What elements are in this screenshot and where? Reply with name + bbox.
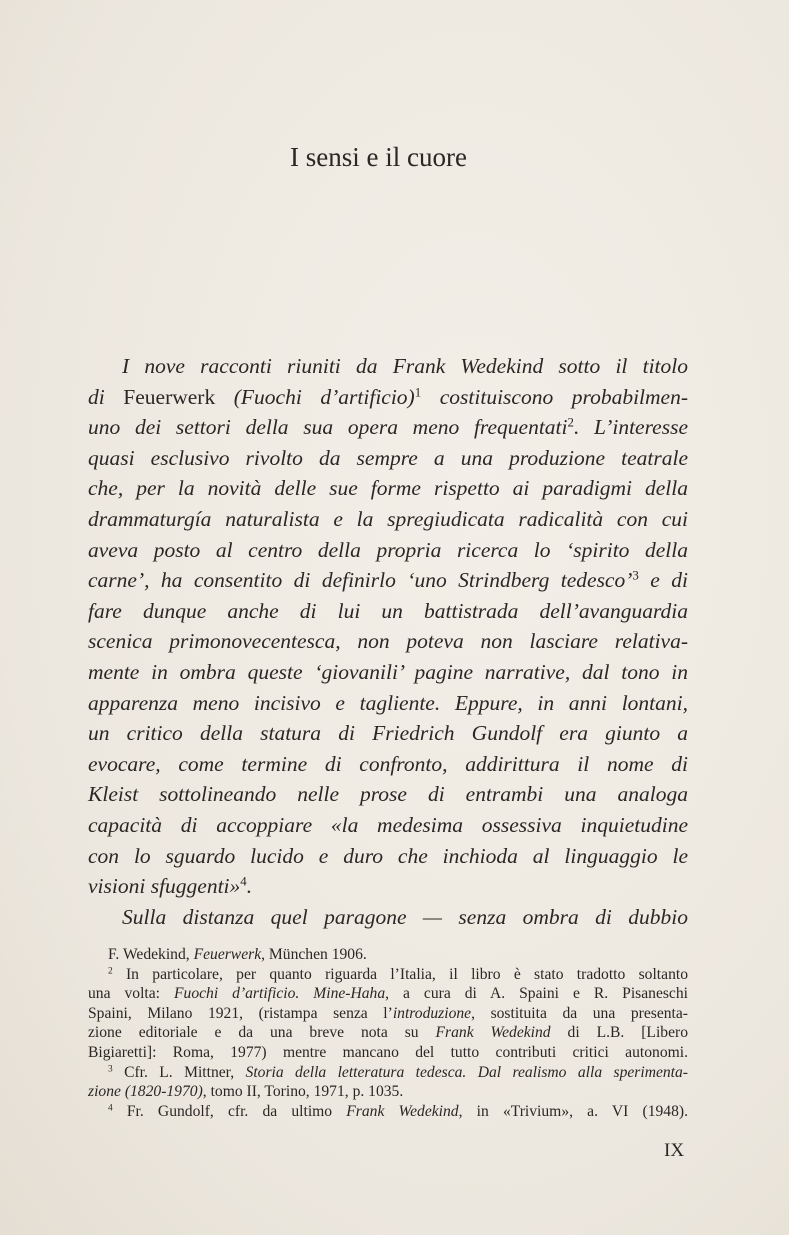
body-line — [88, 596, 688, 627]
footnote-marker: 2 — [108, 965, 113, 976]
footnote-line — [88, 1102, 688, 1122]
chapter-title: I sensi e il cuore — [290, 142, 467, 172]
text-segment: Frank Wedekind — [435, 1024, 551, 1042]
text-segment: apparenza meno incisivo e tagliente. Eppure, in anni lontani, — [88, 690, 688, 715]
body-line — [88, 504, 688, 535]
text-segment: Sulla distanza quel paragone — senza ombra di dubbio — [122, 904, 688, 929]
body-text — [88, 351, 688, 932]
text-segment: capacità di accoppiare «la medesima ossessiva inquietudine — [88, 812, 688, 837]
text-segment: costituiscono probabilmen- — [421, 384, 688, 409]
footnote-marker: 4 — [108, 1103, 113, 1114]
text-segment: F. Wedekind, — [108, 946, 194, 963]
body-line — [88, 688, 688, 719]
footnote-marker: 3 — [108, 1063, 113, 1074]
text-segment: visioni sfuggenti» — [88, 874, 241, 899]
body-line — [88, 626, 688, 657]
text-segment: Feuerwerk — [123, 384, 234, 409]
text-segment: uno dei settori della sua opera meno frequentati — [88, 415, 568, 440]
page-number: IX — [664, 1140, 685, 1161]
text-segment: Spaini, Milano 1921, (ristampa senza l’ — [88, 1004, 393, 1022]
footnote-line — [88, 1043, 688, 1063]
footnotes — [88, 945, 688, 1121]
text-segment: , a cura di A. Spaini e R. Pisaneschi — [385, 985, 688, 1003]
text-segment: , in «Trivium», a. VI (1948). — [458, 1102, 688, 1120]
body-line — [88, 718, 688, 749]
text-segment: Fuochi d’artificio. Mine-Haha — [174, 985, 386, 1003]
text-segment: una volta: — [88, 985, 174, 1003]
body-line — [88, 382, 688, 413]
text-segment: evocare, come termine di confronto, addirittura il nome di — [88, 751, 688, 776]
text-segment: quasi esclusivo rivolto da sempre a una produzione teatrale — [88, 445, 688, 470]
text-segment: I nove racconti riuniti da Frank Wedekind sotto il titolo — [122, 354, 688, 378]
body-line — [88, 535, 688, 566]
text-segment: In particolare, per quanto riguarda l’Italia, il libro è stato tradotto soltanto — [112, 965, 688, 983]
text-segment: scenica primonovecentesca, non poteva non lasciare relativa- — [88, 629, 688, 654]
text-segment: . L’interesse — [573, 415, 688, 440]
text-segment: Bigiaretti]: Roma, 1977) mentre mancano del tutto contributi critici autonomi. — [88, 1043, 688, 1061]
text-segment: carne’, ha consentito di definirlo ‘uno Strindberg tedesco’ — [88, 568, 633, 593]
text-segment: che, per la novità delle sue forme rispetto ai paradigmi della — [88, 476, 688, 501]
body-line — [88, 871, 688, 902]
text-segment: introduzione — [392, 1004, 472, 1022]
footnote-line — [88, 965, 688, 985]
footnote-marker: 2 — [567, 415, 574, 430]
body-line — [88, 657, 688, 688]
footnote-line — [88, 1004, 688, 1024]
text-segment: (Fuochi d’artificio) — [233, 384, 415, 409]
text-segment: Storia della letteratura tedesca. Dal realismo alla sperimenta- — [245, 1063, 688, 1081]
body-line — [88, 841, 688, 872]
text-segment: , München 1906. — [261, 946, 367, 963]
footnote-line — [88, 945, 688, 965]
text-segment: Fr. Gundolf, cfr. da ultimo — [112, 1102, 347, 1120]
text-segment: un critico della statura di Friedrich Gundolf era giunto a — [88, 721, 688, 746]
footnote-marker: 4 — [240, 874, 247, 889]
text-segment: e di — [638, 568, 688, 593]
body-line — [88, 779, 688, 810]
body-line — [88, 412, 688, 443]
body-line — [88, 749, 688, 780]
footnote-line — [88, 1063, 688, 1083]
body-line — [88, 565, 688, 596]
text-segment: , sostituita da una presenta- — [471, 1004, 688, 1022]
text-segment: zione editoriale e da una breve nota su — [88, 1024, 436, 1042]
text-segment: di L.B. [Libero — [550, 1024, 688, 1042]
text-segment: di — [88, 384, 124, 409]
text-segment: Cfr. L. Mittner, — [112, 1063, 246, 1081]
text-segment: . — [246, 874, 253, 899]
text-segment: mente in ombra queste ‘giovanili’ pagine narrative, dal tono in — [88, 659, 688, 684]
body-line — [88, 902, 688, 933]
body-line — [88, 443, 688, 474]
footnote-marker: 1 — [414, 384, 422, 399]
footnote-line — [88, 1082, 688, 1102]
text-segment: fare dunque anche di lui un battistrada dell’avanguardia — [88, 598, 688, 623]
body-line — [88, 473, 688, 504]
text-segment: , tomo II, Torino, 1971, p. 1035. — [202, 1083, 404, 1101]
text-segment: con lo sguardo lucido e duro che inchioda al linguaggio le — [88, 843, 688, 868]
body-line — [88, 810, 688, 841]
text-segment: zione (1820-1970) — [88, 1083, 203, 1101]
text-segment: Frank Wedekind — [346, 1102, 459, 1120]
text-segment: aveva posto al centro della propria ricerca lo ‘spirito della — [88, 537, 688, 562]
footnote-marker: 3 — [632, 568, 639, 583]
body-line — [88, 351, 688, 382]
text-segment: drammaturgía naturalista e la spregiudicata radicalità con cui — [88, 506, 688, 531]
text-segment: Feuerwerk — [193, 946, 262, 963]
text-segment: Kleist sottolineando nelle prose di entrambi una analoga — [88, 782, 688, 807]
footnote-line — [88, 984, 688, 1004]
footnote-line — [88, 1023, 688, 1043]
